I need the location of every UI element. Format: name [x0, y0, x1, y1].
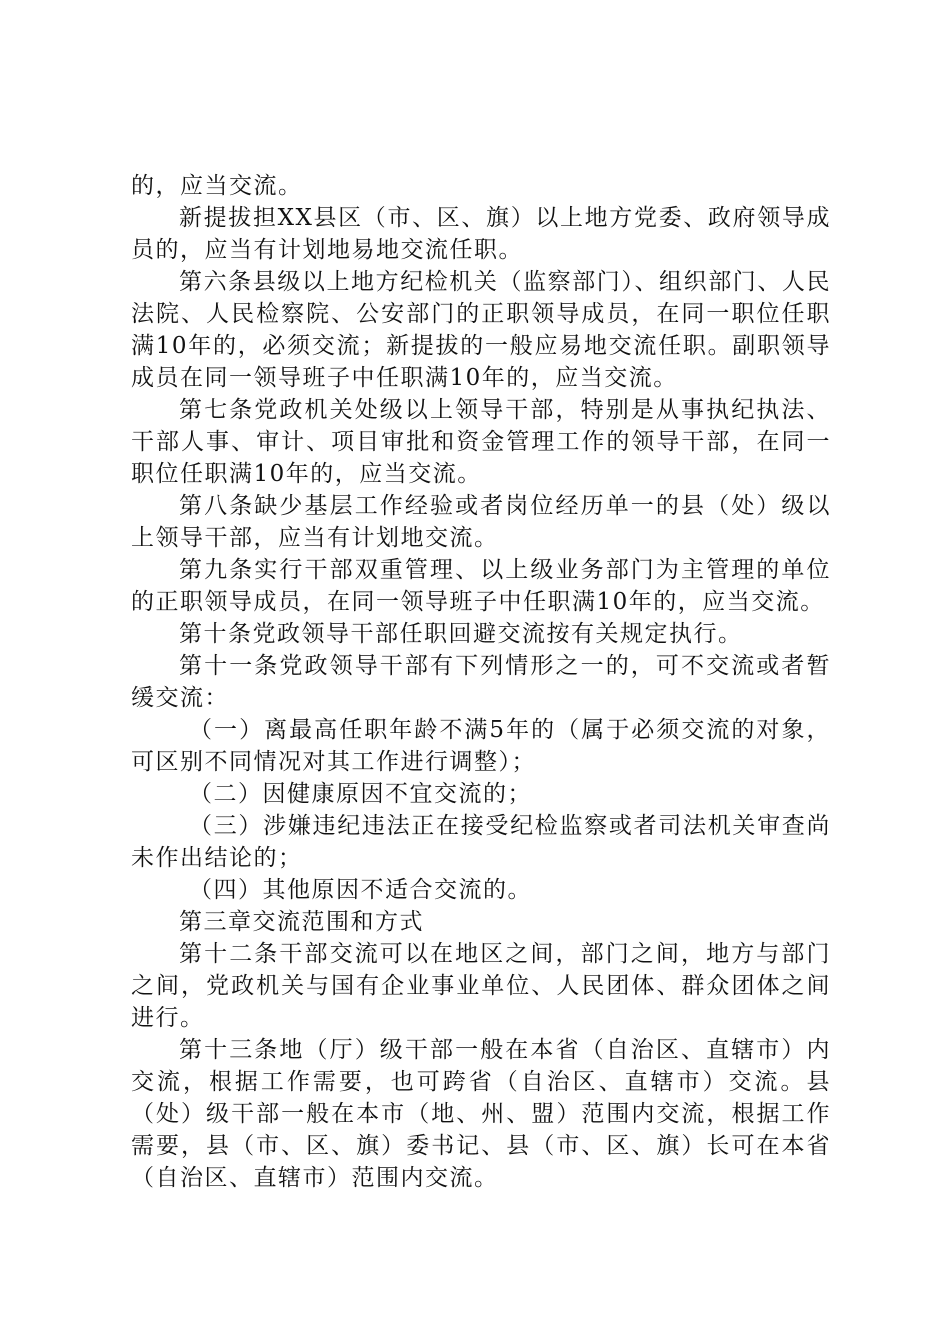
list-item-3: （三）涉嫌违纪违法正在接受纪检监察或者司法机关审查尚未作出结论的；: [131, 813, 831, 871]
list-item-2: （二）因健康原因不宜交流的；: [189, 781, 532, 807]
paragraph-new-promotion: 新提拔担XX县区（市、区、旗）以上地方党委、政府领导成员的，应当有计划地易地交流任职。: [131, 205, 831, 263]
document-body: [131, 170, 831, 1194]
list-item-4: （四）其他原因不适合交流的。: [189, 877, 532, 903]
paragraph-continuation: 的，应当交流。: [131, 173, 303, 199]
paragraph-article-13: 第十三条地（厅）级干部一般在本省（自治区、直辖市）内交流，根据工作需要，也可跨省（自治区、直辖市）交流。县（处）级干部一般在本市（地、州、盟）范围内交流，根据工作需要，县（市、区、旗）委书记、县（市、区、旗）长可在本省（自治区、直辖市）范围内交流。: [131, 1037, 831, 1191]
paragraph-article-9: 第九条实行干部双重管理、以上级业务部门为主管理的单位的正职领导成员，在同一领导班子中任职满10年的，应当交流。: [131, 557, 831, 615]
paragraph-article-7: 第七条党政机关处级以上领导干部，特别是从事执纪执法、干部人事、审计、项目审批和资金管理工作的领导干部，在同一职位任职满10年的，应当交流。: [131, 397, 831, 487]
paragraph-article-8: 第八条缺少基层工作经验或者岗位经历单一的县（处）级以上领导干部，应当有计划地交流。: [131, 493, 831, 551]
chapter-heading-3: 第三章交流范围和方式: [179, 909, 424, 935]
paragraph-article-11: 第十一条党政领导干部有下列情形之一的，可不交流或者暂缓交流：: [131, 653, 831, 711]
paragraph-article-6: 第六条县级以上地方纪检机关（监察部门）、组织部门、人民法院、人民检察院、公安部门的正职领导成员，在同一职位任职满10年的，必须交流；新提拔的一般应易地交流任职。副职领导成员在同一领导班子中任职满10年的，应当交流。: [131, 269, 831, 391]
list-item-1: （一）离最高任职年龄不满5年的（属于必须交流的对象，可区别不同情况对其工作进行调整）；: [131, 717, 831, 775]
paragraph-article-12: 第十二条干部交流可以在地区之间，部门之间，地方与部门之间，党政机关与国有企业事业单位、人民团体、群众团体之间进行。: [131, 941, 831, 1031]
paragraph-article-10: 第十条党政领导干部任职回避交流按有关规定执行。: [179, 621, 743, 647]
